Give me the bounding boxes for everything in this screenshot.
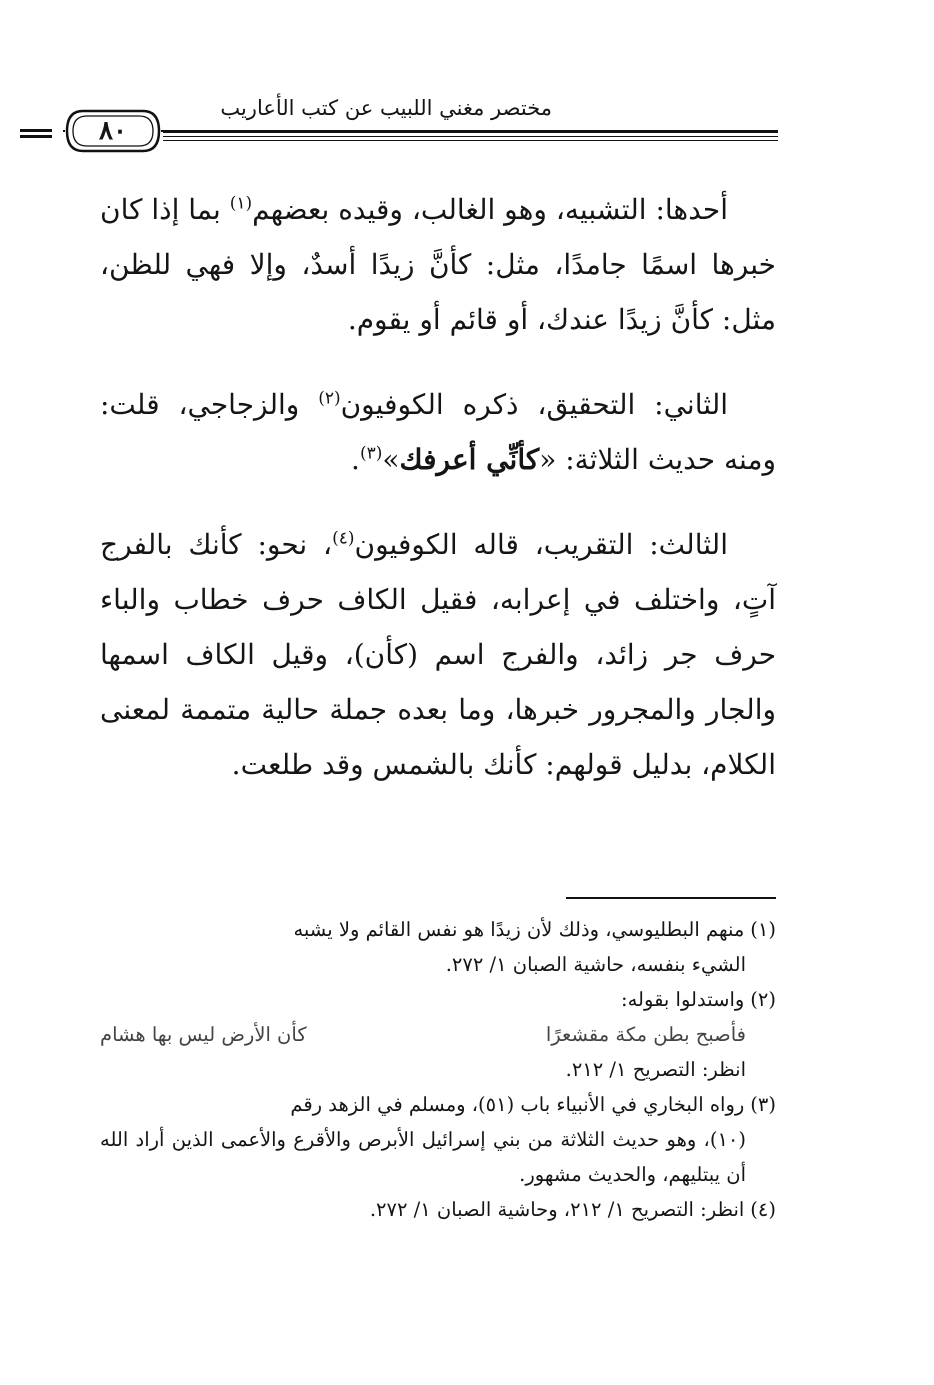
footnote [100,982,776,1017]
paragraph-text: » [382,443,400,476]
paragraph-text: والزجاجي، قلت: ومنه حديث الثلاثة: « [100,388,776,476]
footnote-reference: (٢) [318,388,341,409]
header-rule [98,130,778,141]
footnote-text-cont: الشيء بنفسه، حاشية الصبان ١/ ٢٧٢. [445,953,746,976]
footnote-text: واستدلوا بقوله: [621,988,745,1011]
paragraph-text: بما إذا كان خبرها اسمًا جامدًا، مثل: كأنَّ زيدًا أسدٌ، وإلا فهي للظن، مثل: كأنَّ زيدًا عندك، أو قائم أو يقوم. [100,193,776,336]
footnote-separator [566,897,776,899]
footnote-text: رواه البخاري في الأنبياء باب (٥١)، ومسلم في الزهد رقم [290,1093,745,1116]
footnote-reference: (٣) [359,443,383,464]
footnote [100,912,776,982]
footnote-text: انظر: التصريح ١/ ٢١٢، وحاشية الصبان ١/ ٢٧٢. [369,1198,745,1221]
paragraph-text: ، نحو: كأنك بالفرج آتٍ، واختلف في إعرابه، فقيل الكاف حرف خطاب والباء حرف جر زائد، والفرج اسم (كأن)، وقيل الكاف اسمها والجار والمجرور خبرها، وما بعده جملة حالية متممة لمعنى الكلام، بدليل قولهم: كأنك بالشمس وقد طلعت. [100,528,776,781]
book-title: مختصر مغني اللبيب عن كتب الأعاريب [220,96,552,120]
paragraph-text: الثالث: التقريب، قاله الكوفيون [354,528,728,561]
footnote-text-cont: (١٠)، وهو حديث الثلاثة من بني إسرائيل الأبرص والأقرع والأعمى الذين أراد الله أن يبتليهم، والحديث مشهور. [100,1128,746,1186]
running-header [98,90,778,172]
paragraph-text: الثاني: التحقيق، ذكره الكوفيون [340,388,729,421]
footnote-reference: (٤) [332,528,355,549]
main-text [100,182,776,792]
footnote [100,1192,776,1227]
paragraph-text: أحدها: التشبيه، وهو الغالب، وقيده بعضهم [252,193,728,226]
header-rule-left [20,129,52,141]
footnote-number: (١) [750,918,776,941]
footnotes [100,912,776,1227]
footnote-number: (٢) [750,988,776,1011]
paragraph-text: . [351,443,360,476]
verse-second-half: كأن الأرض ليس بها هشام [100,1023,307,1046]
verse-first-half: فأصبح بطن مكة مقشعرًا [545,1023,746,1046]
hadith-quote: كأنِّي أعرفك [399,443,540,476]
page-number: ٨٠ [99,116,127,146]
poetry-verse [100,1017,776,1052]
footnote-text: منهم البطليوسي، وذلك لأن زيدًا هو نفس القائم ولا يشبه [293,918,745,941]
footnote-reference: (١) [229,193,253,214]
footnote-source: انظر: التصريح ١/ ٢١٢. [565,1058,746,1081]
footnote [100,1087,776,1192]
page-number-badge [63,108,163,154]
paragraph [100,377,776,487]
footnote-number: (٣) [750,1093,776,1116]
footnote-number: (٤) [750,1198,776,1221]
paragraph [100,182,776,347]
paragraph [100,517,776,792]
